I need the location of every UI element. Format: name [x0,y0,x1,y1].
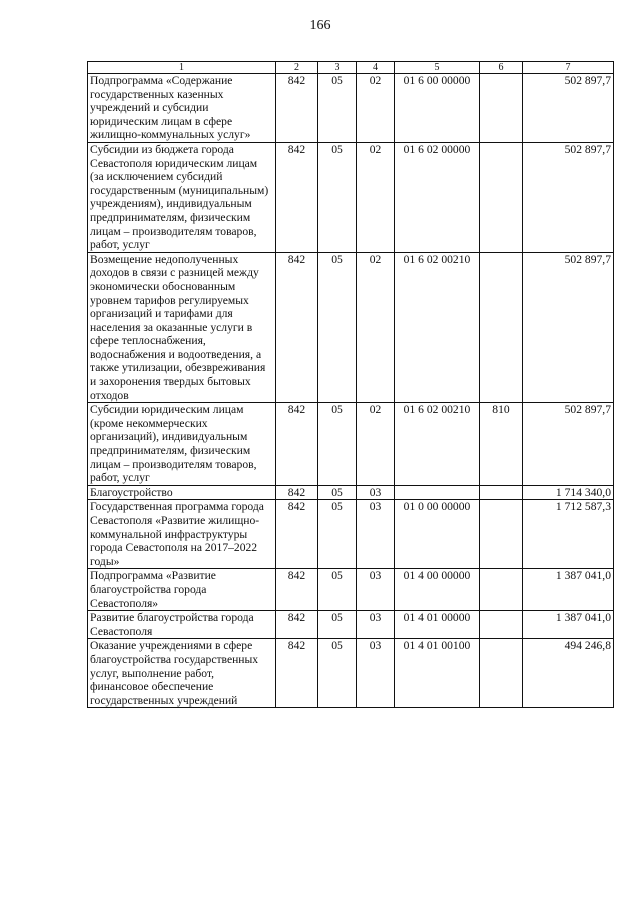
row-name: Субсидии юридическим лицам (кроме некоммерческих организаций), индивидуальным предпринимателям, физическим лицам – производителям товаров, работ, услуг [88,403,276,486]
row-amount: 494 246,8 [523,639,614,708]
row-section-code: 05 [318,403,357,486]
row-ved-code: 842 [276,639,318,708]
row-ved-code: 842 [276,569,318,611]
row-target-article: 01 0 00 00000 [395,500,480,569]
row-section-code: 05 [318,569,357,611]
row-name: Благоустройство [88,485,276,500]
row-expense-type [480,639,523,708]
row-subsection-code: 03 [357,569,395,611]
row-ved-code: 842 [276,500,318,569]
header-cell: 6 [480,62,523,74]
row-ved-code: 842 [276,403,318,486]
row-expense-type [480,485,523,500]
row-section-code: 05 [318,252,357,403]
row-section-code: 05 [318,500,357,569]
row-ved-code: 842 [276,74,318,143]
row-target-article: 01 6 02 00210 [395,252,480,403]
row-amount: 502 897,7 [523,74,614,143]
header-cell: 1 [88,62,276,74]
row-name: Оказание учреждениями в сфере благоустройства государственных услуг, выполнение работ, финансовое обеспечение государственных учреждений [88,639,276,708]
row-expense-type: 810 [480,403,523,486]
row-name: Возмещение недополученных доходов в связи с разницей между экономически обоснованным уровнем тарифов регулируемых организаций и тарифами для населения за оказанные услуги в сфере теплоснабжения, водоснабжения и водоотведения, а также утилизации, обезвреживания и захоронения твердых бытовых отходов [88,252,276,403]
row-subsection-code: 03 [357,500,395,569]
table-row [88,74,614,143]
row-amount: 1 387 041,0 [523,611,614,639]
row-target-article: 01 6 00 00000 [395,74,480,143]
row-name: Субсидии из бюджета города Севастополя юридическим лицам (за исключением субсидий государственным (муниципальным) учреждениям), индивидуальным предпринимателям, физическим лицам – производителям товаров, работ, услуг [88,142,276,252]
row-subsection-code: 02 [357,403,395,486]
row-target-article [395,485,480,500]
header-cell: 7 [523,62,614,74]
row-target-article: 01 4 01 00100 [395,639,480,708]
page-number: 166 [309,18,331,33]
row-target-article: 01 4 01 00000 [395,611,480,639]
row-ved-code: 842 [276,252,318,403]
row-name: Подпрограмма «Содержание государственных казенных учреждений и субсидии юридическим лицам в сфере жилищно-коммунальных услуг» [88,74,276,143]
row-expense-type [480,569,523,611]
row-amount: 1 387 041,0 [523,569,614,611]
row-section-code: 05 [318,639,357,708]
header-cell: 2 [276,62,318,74]
row-section-code: 05 [318,485,357,500]
table-row [88,639,614,708]
row-expense-type [480,611,523,639]
row-target-article: 01 6 02 00000 [395,142,480,252]
row-name: Развитие благоустройства города Севастополя [88,611,276,639]
row-expense-type [480,142,523,252]
row-amount: 502 897,7 [523,252,614,403]
budget-table [87,61,614,708]
table-row [88,403,614,486]
row-ved-code: 842 [276,142,318,252]
row-subsection-code: 03 [357,611,395,639]
row-amount: 1 712 587,3 [523,500,614,569]
table-row [88,611,614,639]
header-cell: 5 [395,62,480,74]
row-target-article: 01 6 02 00210 [395,403,480,486]
row-expense-type [480,252,523,403]
row-subsection-code: 02 [357,74,395,143]
row-subsection-code: 03 [357,639,395,708]
row-expense-type [480,500,523,569]
table-row [88,500,614,569]
table-row [88,252,614,403]
header-row [88,62,614,74]
row-amount: 502 897,7 [523,142,614,252]
header-cell: 4 [357,62,395,74]
row-section-code: 05 [318,611,357,639]
row-expense-type [480,74,523,143]
header-cell: 3 [318,62,357,74]
table-row [88,142,614,252]
row-section-code: 05 [318,74,357,143]
row-amount: 502 897,7 [523,403,614,486]
row-amount: 1 714 340,0 [523,485,614,500]
table-row [88,485,614,500]
row-name: Государственная программа города Севастополя «Развитие жилищно-коммунальной инфраструктуры города Севастополя на 2017–2022 годы» [88,500,276,569]
row-target-article: 01 4 00 00000 [395,569,480,611]
row-ved-code: 842 [276,485,318,500]
row-subsection-code: 02 [357,252,395,403]
row-ved-code: 842 [276,611,318,639]
row-subsection-code: 02 [357,142,395,252]
row-section-code: 05 [318,142,357,252]
row-name: Подпрограмма «Развитие благоустройства города Севастополя» [88,569,276,611]
table-row [88,569,614,611]
row-subsection-code: 03 [357,485,395,500]
